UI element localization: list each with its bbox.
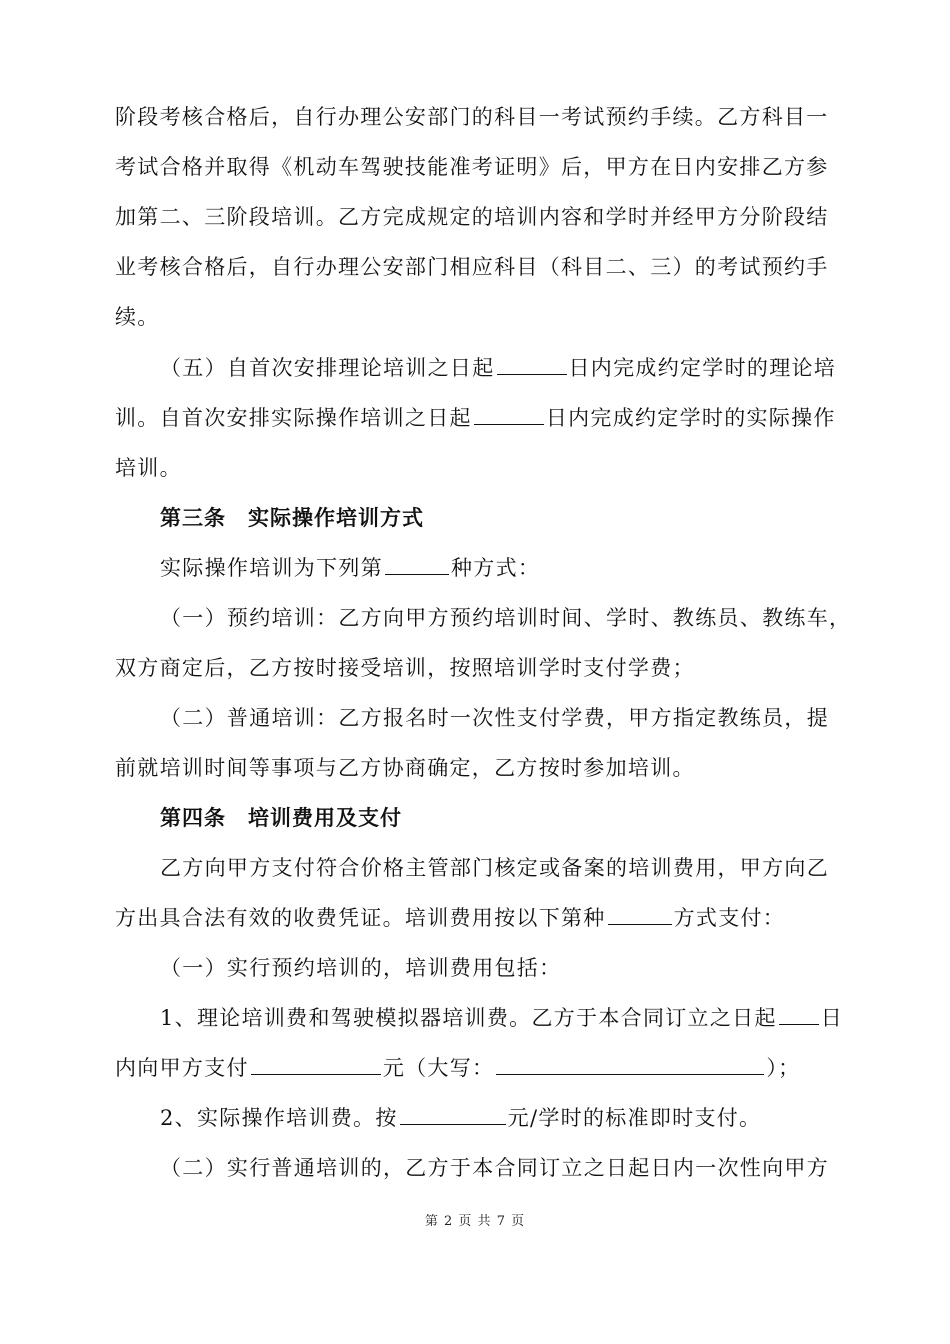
- fill-in-blank: [496, 1050, 764, 1075]
- text-segment: 种方式：: [451, 556, 541, 580]
- article-heading: 第三条 实际操作培训方式: [160, 505, 424, 530]
- article-heading: 第四条 培训费用及支付: [160, 805, 402, 830]
- paragraph-line: [115, 398, 835, 438]
- fill-in-blank: [779, 1000, 819, 1025]
- paragraph-line: 阶段考核合格后，自行办理公安部门的科目一考试预约手续。乙方科目一: [115, 105, 829, 129]
- text-segment: 元/学时的标准即时支付。: [507, 1106, 762, 1130]
- paragraph-line: 前就培训时间等事项与乙方协商确定，乙方按时参加培训。: [115, 756, 695, 780]
- text-segment: 日内完成约定学时的实际操作: [545, 406, 836, 430]
- text-segment: 日内完成约定学时的理论培: [568, 356, 837, 380]
- paragraph-line: 业考核合格后，自行办理公安部门相应科目（科目二、三）的考试预约手: [115, 255, 829, 279]
- paragraph-line: （二）普通培训：乙方报名时一次性支付学费，甲方指定教练员，提: [160, 706, 829, 730]
- paragraph-line: （一）实行预约培训的，培训费用包括：: [160, 956, 562, 980]
- paragraph-line: （一）预约培训：乙方向甲方预约培训时间、学时、教练员、教练车，: [160, 606, 852, 630]
- text-segment: 方出具合法有效的收费凭证。培训费用按以下第种: [115, 906, 606, 930]
- fill-in-blank: [497, 350, 567, 375]
- page-number-footer: 第 2 页 共 7 页: [424, 1214, 526, 1229]
- text-segment: 内向甲方支付: [115, 1056, 249, 1080]
- fill-in-blank: [251, 1050, 381, 1075]
- fill-in-blank: [474, 400, 544, 425]
- text-segment: 实际操作培训为下列第: [160, 556, 383, 580]
- paragraph-line: [160, 998, 880, 1038]
- paragraph-line: 双方商定后，乙方按时接受培训，按照培训学时支付学费；: [115, 656, 695, 680]
- text-segment: 日: [820, 1006, 844, 1030]
- paragraph-line: 培训。: [115, 456, 182, 480]
- fill-in-blank: [400, 1100, 506, 1125]
- text-segment: 1、理论培训费和驾驶模拟器培训费。乙方于本合同订立之日起: [160, 1006, 777, 1030]
- paragraph-line: [160, 348, 880, 388]
- text-segment: 训。自首次安排实际操作培训之日起: [115, 406, 472, 430]
- paragraph-line: 加第二、三阶段培训。乙方完成规定的培训内容和学时并经甲方分阶段结: [115, 205, 829, 229]
- text-segment: 方式支付：: [673, 906, 786, 930]
- paragraph-line: 续。: [115, 305, 160, 329]
- paragraph-line: [115, 1048, 835, 1088]
- paragraph-line: 乙方向甲方支付符合价格主管部门核定或备案的培训费用，甲方向乙: [160, 856, 829, 880]
- paragraph-line: [160, 548, 880, 588]
- paragraph-line: 考试合格并取得《机动车驾驶技能准考证明》后，甲方在日内安排乙方参: [115, 155, 829, 179]
- text-segment: ）；: [766, 1056, 801, 1080]
- paragraph-line: [115, 898, 835, 938]
- text-segment: 元（大写：: [382, 1056, 495, 1080]
- paragraph-line: [160, 1098, 880, 1138]
- text-segment: 2、实际操作培训费。按: [160, 1106, 398, 1130]
- fill-in-blank: [385, 550, 449, 575]
- paragraph-line: （二）实行普通培训的，乙方于本合同订立之日起日内一次性向甲方: [160, 1156, 829, 1180]
- fill-in-blank: [608, 900, 672, 925]
- text-segment: （五）自首次安排理论培训之日起: [160, 356, 495, 380]
